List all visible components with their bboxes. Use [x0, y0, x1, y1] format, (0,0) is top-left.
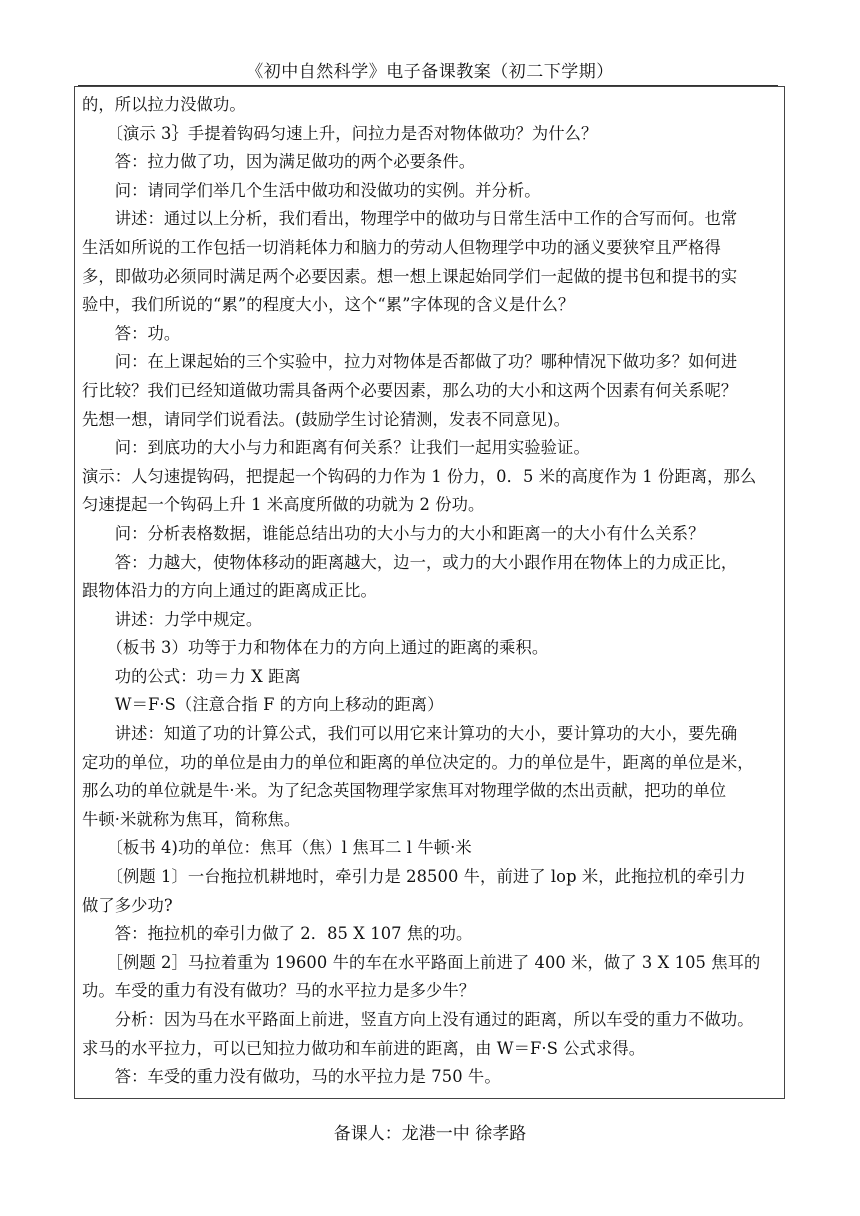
- text-line: 功。车受的重力有没有做功？马的水平拉力是多少牛？: [82, 981, 476, 1001]
- text-line: 〔例题 1〕一台拖拉机耕地时，牵引力是 28500 牛，前进了 lop 米，此拖拉机的牵引力: [82, 867, 746, 887]
- text-line: 做了多少功?: [82, 895, 173, 915]
- text-line: 答：力越大，使物体移动的距离越大，边一，或力的大小跟作用在物体上的力成正比，: [82, 552, 738, 572]
- text-line: 行比较？我们已经知道做功需具备两个必要因素，那么功的大小和这两个因素有何关系呢？: [82, 380, 738, 400]
- text-line: W＝F·S（注意合指 F 的方向上移动的距离）: [82, 695, 444, 715]
- text-line: ［例题 2］马拉着重为 19600 牛的车在水平路面上前进了 400 米，做了 3 X 105 焦耳的: [82, 952, 761, 972]
- text-line: 生活如所说的工作包括一切消耗体力和脑力的劳动人但物理学中功的涵义要狭窄且严格得: [82, 237, 721, 257]
- page-header: 《初中自然科学》电子备课教案（初二下学期）: [246, 62, 614, 82]
- text-line: 牛顿·米就称为焦耳，简称焦。: [82, 809, 301, 829]
- text-line: 讲述：通过以上分析，我们看出，物理学中的做功与日常生活中工作的合写而何。也常: [82, 209, 738, 229]
- text-line: 匀速提起一个钩码上升 1 米高度所做的功就为 2 份功。: [82, 495, 485, 515]
- text-line: 讲述：力学中规定。: [82, 609, 263, 629]
- text-line: 〔演示 3｝手提着钩码匀速上升，问拉力是否对物体做功？为什么？: [82, 123, 598, 143]
- text-line: 答：拉力做了功，因为满足做功的两个必要条件。: [82, 152, 476, 172]
- text-line: 讲述：知道了功的计算公式，我们可以用它来计算功的大小，要计算功的大小，要先确: [82, 724, 738, 744]
- text-line: 问：请同学们举几个生活中做功和没做功的实例。并分析。: [82, 180, 541, 200]
- text-line: 验中，我们所说的“累”的程度大小，这个“累”字体现的含义是什么？: [82, 295, 575, 315]
- text-line: 演示：人匀速提钩码，把提起一个钩码的力作为 1 份力，0．5 米的高度作为 1 份距离，那么: [82, 466, 757, 486]
- text-line: 多，即做功必须同时满足两个必要因素。想一想上课起始同学们一起做的提书包和提书的实: [82, 266, 738, 286]
- text-line: 跟物体沿力的方向上通过的距离成正比。: [82, 581, 377, 601]
- text-line: 那么功的单位就是牛·米。为了纪念英国物理学家焦耳对物理学做的杰出贡献，把功的单位: [82, 781, 727, 801]
- text-line: （板书 3）功等于力和物体在力的方向上通过的距离的乘积。: [82, 638, 549, 658]
- text-line: 问：到底功的大小与力和距离有何关系？让我们一起用实验验证。: [82, 438, 590, 458]
- text-line: 答：功。: [82, 323, 181, 343]
- text-line: 问：分析表格数据，谁能总结出功的大小与力的大小和距离一的大小有什么关系？: [82, 523, 705, 543]
- text-line: 问：在上课起始的三个实验中，拉力对物体是否都做了功？哪种情况下做功多？如何进: [82, 352, 738, 372]
- text-line: 答：车受的重力没有做功，马的水平拉力是 750 牛。: [82, 1067, 501, 1087]
- text-line: 求马的水平拉力，可以已知拉力做功和车前进的距离，由 W＝F·S 公式求得。: [82, 1038, 646, 1058]
- lesson-content-box: [74, 86, 785, 1099]
- lesson-text: [82, 91, 782, 1092]
- text-line: 分析：因为马在水平路面上前进，竖直方向上没有通过的距离，所以车受的重力不做功。: [82, 1010, 754, 1029]
- text-line: 〔板书 4)功的单位：焦耳（焦）l 焦耳二 l 牛顿·米: [82, 838, 472, 858]
- page-footer: 备课人：龙港一中 徐孝路: [333, 1124, 527, 1144]
- text-line: 的，所以拉力没做功。: [82, 95, 246, 114]
- text-line: 答：拖拉机的牵引力做了 2．85 X 107 焦的功。: [82, 924, 473, 944]
- text-line: 先想一想，请同学们说看法。(鼓励学生讨论猜测，发表不同意见)。: [82, 409, 570, 429]
- text-line: 定功的单位，功的单位是由力的单位和距离的单位决定的。力的单位是牛，距离的单位是米，: [82, 752, 754, 772]
- text-line: 功的公式：功＝力 X 距离: [82, 666, 301, 686]
